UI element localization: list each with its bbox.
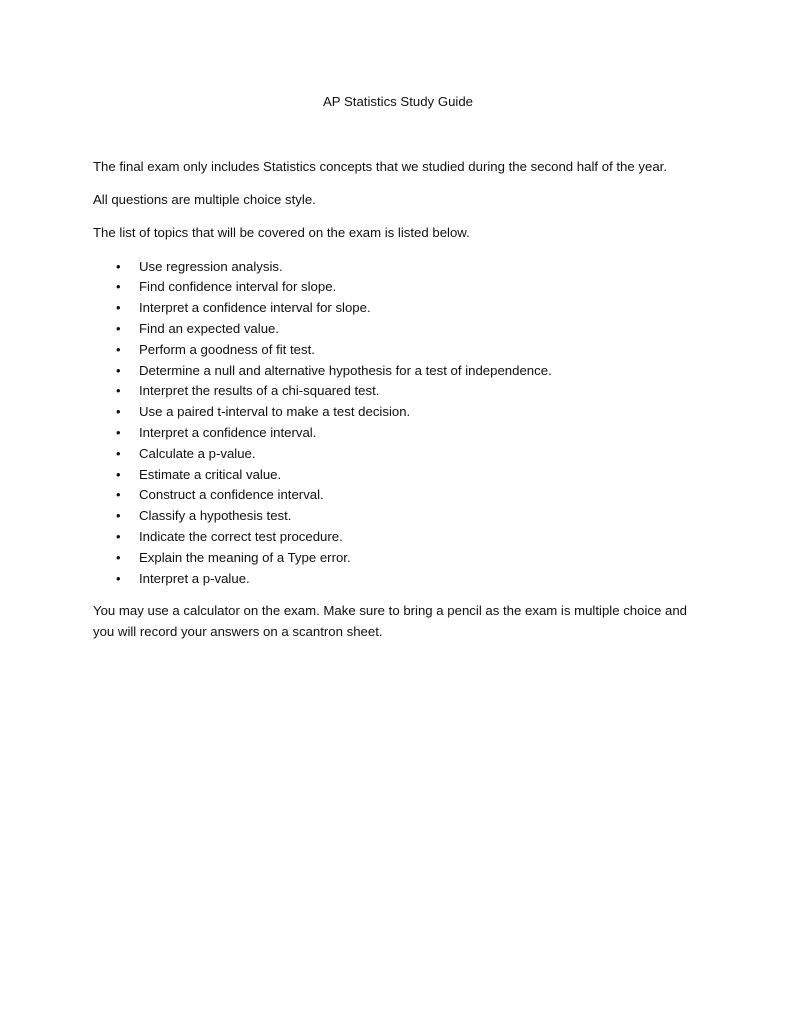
list-item [93,340,703,361]
list-item-text: Find confidence interval for slope. [139,279,337,295]
bullet-icon: • [116,258,121,274]
closing-paragraph: You may use a calculator on the exam. Make sure to bring a pencil as the exam is multiple choice and you will record your answers on a scantron sheet. [93,603,688,640]
bullet-icon: • [116,529,121,545]
list-item-text: Interpret a confidence interval. [139,425,317,441]
list-item-text: Use a paired t-interval to make a test decision. [139,404,411,420]
bullet-icon: • [116,445,121,461]
document-body [93,92,703,643]
bullet-icon: • [116,383,121,399]
bullet-icon: • [116,425,121,441]
document-title: AP Statistics Study Guide [322,94,474,109]
list-item-text: Construct a confidence interval. [139,487,324,503]
list-item-text: Indicate the correct test procedure. [139,529,343,545]
list-item-text: Explain the meaning of a Type error. [139,549,351,565]
list-item [93,381,703,402]
list-item-text: Perform a goodness of fit test. [139,341,315,357]
intro-paragraph: The list of topics that will be covered on the exam is listed below. [93,225,470,241]
bullet-icon: • [116,362,121,378]
list-item [93,506,703,527]
bullet-icon: • [116,321,121,337]
list-item-text: Estimate a critical value. [139,466,282,482]
list-item [93,465,703,486]
list-item [93,548,703,569]
list-item [93,423,703,444]
bullet-icon: • [116,466,121,482]
list-item [93,277,703,298]
list-item [93,298,703,319]
bullet-icon: • [116,279,121,295]
bullet-icon: • [116,404,121,420]
list-item-text: Find an expected value. [139,321,280,337]
list-item-text: Interpret a p-value. [139,570,250,586]
list-item [93,361,703,382]
list-item-text: Determine a null and alternative hypothesis for a test of independence. [139,362,552,378]
intro-paragraph: The final exam only includes Statistics concepts that we studied during the second half of the year. [93,158,667,174]
list-item [93,485,703,506]
list-item [93,444,703,465]
bullet-icon: • [116,508,121,524]
intro-paragraph: All questions are multiple choice style. [93,192,316,208]
topic-list [93,257,703,590]
list-item [93,569,703,590]
bullet-icon: • [116,549,121,565]
list-item [93,527,703,548]
list-item [93,319,703,340]
list-item-text: Use regression analysis. [139,258,283,274]
bullet-icon: • [116,341,121,357]
bullet-icon: • [116,570,121,586]
bullet-icon: • [116,300,121,316]
list-item [93,402,703,423]
bullet-icon: • [116,487,121,503]
list-item-text: Classify a hypothesis test. [139,508,292,524]
list-item [93,257,703,278]
list-item-text: Interpret a confidence interval for slope. [139,300,371,316]
list-item-text: Calculate a p-value. [139,445,256,461]
list-item-text: Interpret the results of a chi-squared test. [139,383,380,399]
